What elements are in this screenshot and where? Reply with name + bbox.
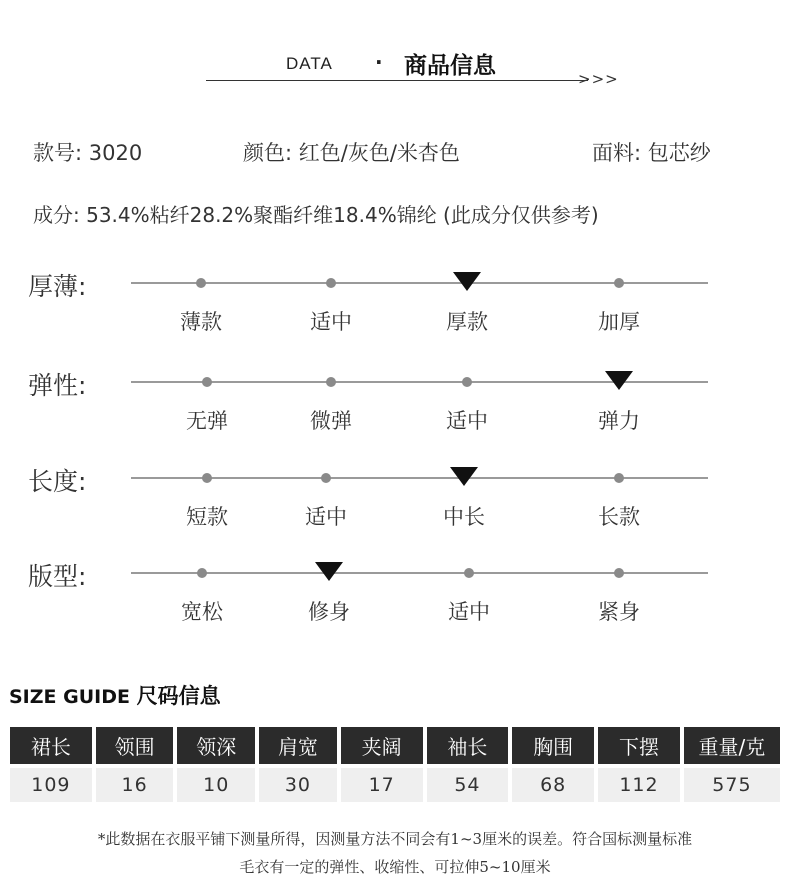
scale-dot-icon xyxy=(196,278,206,288)
size-table-cell: 109 xyxy=(10,768,92,802)
scale-option-label: 微弹 xyxy=(310,409,352,433)
scale-option-label: 短款 xyxy=(186,505,228,529)
size-guide-title-en: SIZE GUIDE xyxy=(9,686,130,708)
scale-dot-icon xyxy=(614,568,624,578)
size-table-cell: 575 xyxy=(684,768,780,802)
style-number: 款号: 3020 xyxy=(33,141,143,165)
scale-option-label: 厚款 xyxy=(446,310,488,334)
scale-option-label: 中长 xyxy=(443,505,485,529)
size-table-cell: 10 xyxy=(177,768,255,802)
size-table-cell: 54 xyxy=(427,768,509,802)
scale-option-label: 薄款 xyxy=(180,310,222,334)
fabric-info: 面料: 包芯纱 xyxy=(592,141,711,165)
elasticity-note: 毛衣有一定的弹性、收缩性、可拉伸5~10厘米 xyxy=(239,858,551,876)
size-table-cell: 17 xyxy=(341,768,423,802)
scale-dot-icon xyxy=(326,377,336,387)
attribute-label: 厚薄: xyxy=(28,272,87,301)
scale-option-label: 适中 xyxy=(310,310,352,334)
scale-dot-icon xyxy=(464,568,474,578)
size-table-header: 夹阔 xyxy=(341,727,423,764)
size-table-header-row xyxy=(10,727,780,764)
scale-dot-icon xyxy=(197,568,207,578)
scale-option-label: 长款 xyxy=(598,505,640,529)
size-table-header: 领深 xyxy=(177,727,255,764)
header-data-label: DATA xyxy=(286,54,333,73)
size-table-header: 领围 xyxy=(96,727,174,764)
size-table-cell: 30 xyxy=(259,768,337,802)
selected-marker-icon xyxy=(315,562,343,581)
size-table-header: 下摆 xyxy=(598,727,680,764)
scale-dot-icon xyxy=(462,377,472,387)
scale-option-label: 适中 xyxy=(446,409,488,433)
header-arrow-icon: >>> xyxy=(578,70,619,88)
selected-marker-icon xyxy=(453,272,481,291)
size-guide-title xyxy=(9,680,221,710)
scale-option-label: 紧身 xyxy=(598,600,640,624)
attribute-label: 长度: xyxy=(28,467,87,496)
attribute-label: 版型: xyxy=(28,562,87,591)
selected-marker-icon xyxy=(450,467,478,486)
size-table-header: 袖长 xyxy=(427,727,509,764)
scale-option-label: 修身 xyxy=(308,600,350,624)
scale-option-label: 适中 xyxy=(305,505,347,529)
header-title: 商品信息 xyxy=(404,53,496,79)
scale-dot-icon xyxy=(614,278,624,288)
scale-dot-icon xyxy=(202,377,212,387)
size-table-header: 重量/克 xyxy=(684,727,780,764)
color-info: 颜色: 红色/灰色/米杏色 xyxy=(243,141,460,165)
size-table-cell: 112 xyxy=(598,768,680,802)
size-table xyxy=(6,727,784,802)
scale-option-label: 弹力 xyxy=(598,409,640,433)
size-table-cell: 16 xyxy=(96,768,174,802)
scale-option-label: 加厚 xyxy=(598,310,640,334)
scale-dot-icon xyxy=(202,473,212,483)
scale-option-label: 适中 xyxy=(448,600,490,624)
measurement-note: *此数据在衣服平铺下测量所得，因测量方法不同会有1~3厘米的误差。符合国标测量标准 xyxy=(97,830,693,848)
header-dot: · xyxy=(375,50,383,74)
attribute-label: 弹性: xyxy=(28,371,87,400)
size-table-header: 裙长 xyxy=(10,727,92,764)
header-underline xyxy=(206,80,588,81)
selected-marker-icon xyxy=(605,371,633,390)
size-table-cell: 68 xyxy=(512,768,594,802)
scale-option-label: 宽松 xyxy=(181,600,223,624)
size-guide-title-zh: 尺码信息 xyxy=(136,684,221,708)
scale-dot-icon xyxy=(614,473,624,483)
scale-option-label: 无弹 xyxy=(186,409,228,433)
composition-info: 成分: 53.4%粘纤28.2%聚酯纤维18.4%锦纶 (此成分仅供参考) xyxy=(33,203,599,227)
size-table-header: 胸围 xyxy=(512,727,594,764)
scale-dot-icon xyxy=(326,278,336,288)
size-table-row xyxy=(10,768,780,802)
size-table-header: 肩宽 xyxy=(259,727,337,764)
scale-dot-icon xyxy=(321,473,331,483)
